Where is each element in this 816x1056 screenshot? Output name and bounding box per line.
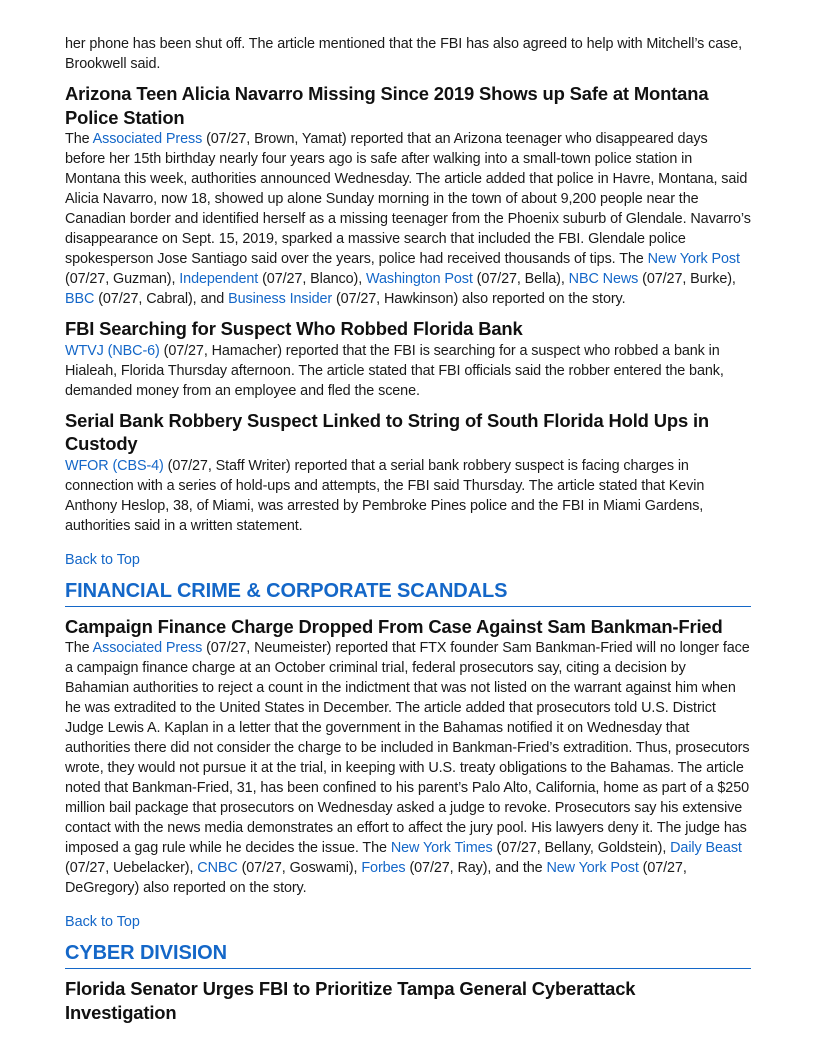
newsletter-page [65,34,751,1024]
article-title: Campaign Finance Charge Dropped From Case Against Sam Bankman-Fried [65,615,723,637]
section-heading-financial-crime: FINANCIAL CRIME & CORPORATE SCANDALS [65,578,751,607]
article-body: The Associated Press (07/27, Brown, Yamat) reported that an Arizona teenager who disappeared days before her 15th birthday nearly four years ago is safe after walking into a small-town police station in Montana this week, authorities announced Wednesday. The article added that police in Havre, Montana, said Alicia Navarro, now 18, showed up alone Sunday morning in the town of about 9,200 people near the Canadian border and identified herself as a missing teenager from the Phoenix suburb of Glendale. Navarro’s disappearance on Sept. 15, 2019, sparked a massive search that included the FBI. Glendale police spokesperson Jose Santiago said over the years, police had received thousands of tips. The New York Post (07/27, Guzman), Independent (07/27, Blanco), Washington Post (07/27, Bella), NBC News (07/27, Burke), BBC (07/27, Cabral), and Business Insider (07/27, Hawkinson) also reported on the story. [65,131,751,307]
source-link-washington-post[interactable]: Washington Post [366,271,473,287]
article-florida-bank [65,317,751,401]
source-link-wtvj[interactable]: WTVJ (NBC-6) [65,342,160,359]
article-title: FBI Searching for Suspect Who Robbed Florida Bank [65,318,523,339]
source-link-business-insider[interactable]: Business Insider [228,291,333,307]
source-link-cnbc[interactable]: CNBC [197,860,238,876]
source-link-new-york-post[interactable]: New York Post [546,860,639,876]
source-link-nbc-news[interactable]: NBC News [568,271,639,287]
source-link-associated-press[interactable]: Associated Press [92,640,203,656]
source-link-new-york-post[interactable]: New York Post [647,251,740,267]
back-to-top-link[interactable]: Back to Top [65,914,140,930]
source-link-new-york-times[interactable]: New York Times [390,840,493,856]
intro-paragraph: her phone has been shut off. The article mentioned that the FBI has also agreed to help with Mitchell’s case, Brookwell said. [65,36,743,72]
back-to-top-link[interactable]: Back to Top [65,551,140,568]
back-to-top-wrap [65,550,751,570]
source-link-daily-beast[interactable]: Daily Beast [670,840,742,856]
article-title: Florida Senator Urges FBI to Prioritize Tampa General Cyberattack Investigation [65,978,636,1023]
article-title: Arizona Teen Alicia Navarro Missing Since 2019 Shows up Safe at Montana Police Station [65,83,709,128]
source-link-independent[interactable]: Independent [179,271,259,287]
article-body: WTVJ (NBC-6) (07/27, Hamacher) reported that the FBI is searching for a suspect who robbed a bank in Hialeah, Florida Thursday afternoon. The article stated that FBI officials said the robber entered the bank, demanded money from an employee and fled the scene. [65,342,724,399]
back-to-top-wrap [65,912,751,932]
article-tampa-general [65,977,751,1024]
article-body: The Associated Press (07/27, Neumeister) reported that FTX founder Sam Bankman-Fried will no longer face a campaign finance charge at an October criminal trial, federal prosecutors say, citing a decision by Bahamian authorities to reject a count in the indictment that was not listed on the warrant against him when he was extradited to the United States in December. The article added that prosecutors told U.S. District Judge Lewis A. Kaplan in a letter that the government in the Bahamas notified it on Wednesday that authorities there did not consider the charge to be included in Bankman-Fried’s extradition. Thus, prosecutors wrote, they would not pursue it at the trial, in keeping with U.S. treaty obligations to the Bahamas. The article noted that Bankman-Fried, 31, has been confined to his parent’s Palo Alto, California, home as part of a $250 million bail package that prosecutors on Wednesday asked a judge to revoke. Prosecutors say his extensive contact with the news media demonstrates an effort to affect the jury pool. His lawyers deny it. The judge has imposed a gag rule while he decides the issue. The New York Times (07/27, Bellany, Goldstein), Daily Beast (07/27, Uebelacker), CNBC (07/27, Goswami), Forbes (07/27, Ray), and the New York Post (07/27, DeGregory) also reported on the story. [65,640,750,896]
source-link-wfor[interactable]: WFOR (CBS-4) [65,457,164,474]
article-serial-robbery [65,409,751,536]
section-heading-cyber-division: CYBER DIVISION [65,940,751,969]
source-link-bbc[interactable]: BBC [65,291,95,307]
article-bankman-fried [65,615,751,899]
source-link-associated-press[interactable]: Associated Press [92,131,203,147]
article-body: WFOR (CBS-4) (07/27, Staff Writer) reported that a serial bank robbery suspect is facing charges in connection with a series of hold-ups and attempts, the FBI said Thursday. The article stated that Kevin Anthony Heslop, 38, of Miami, was arrested by Pembroke Pines police and the FBI in Miami Gardens, authorities said in a written statement. [65,457,705,534]
article-navarro [65,82,751,309]
article-title: Serial Bank Robbery Suspect Linked to String of South Florida Hold Ups in Custody [65,409,710,454]
source-link-forbes[interactable]: Forbes [361,860,406,876]
